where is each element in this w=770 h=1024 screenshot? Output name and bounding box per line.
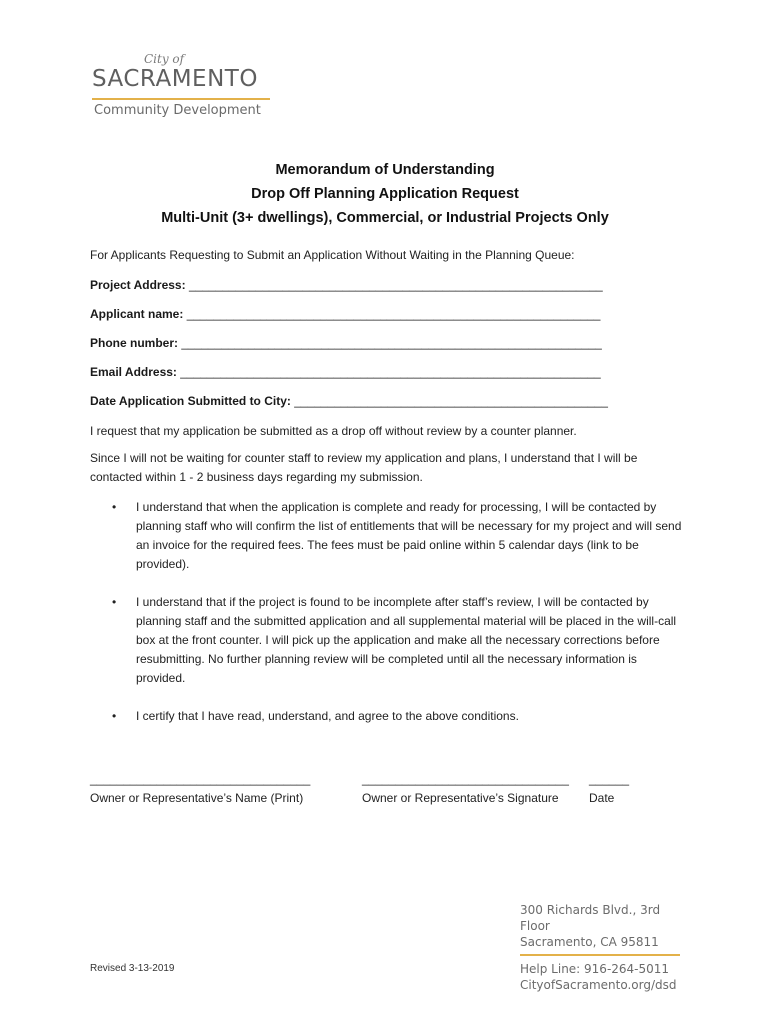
- bullet-item: [112, 707, 682, 726]
- document-title: [0, 158, 770, 230]
- address-city: Sacramento, CA 95811: [520, 935, 659, 949]
- city-logo: [92, 52, 282, 124]
- bullet-icon: •: [112, 500, 117, 514]
- since-text: Since I will not be waiting for counter staff to review my application and plans, I understand that I will be contacted within 1 - 2 business days regarding my submission.: [90, 451, 638, 484]
- title-line-1: Memorandum of Understanding: [275, 162, 495, 178]
- project-address-blank[interactable]: ______________________________________________________________: [188, 278, 603, 292]
- title-line-3: Multi-Unit (3+ dwellings), Commercial, or Industrial Projects Only: [161, 210, 609, 226]
- revised-date: Revised 3-13-2019: [90, 963, 175, 974]
- date-submitted-blank[interactable]: _______________________________________________: [294, 394, 608, 408]
- name-signature-line[interactable]: _________________________________: [90, 772, 311, 786]
- logo-divider: [92, 98, 270, 100]
- date-block[interactable]: [589, 770, 629, 808]
- address-divider: [520, 954, 680, 956]
- applicant-name-label: Applicant name:: [90, 307, 184, 321]
- date-label: Date: [589, 791, 615, 805]
- office-address: [520, 902, 690, 993]
- date-submitted-label: Date Application Submitted to City:: [90, 394, 291, 408]
- bullet-item: [112, 498, 682, 574]
- date-line[interactable]: ______: [589, 772, 630, 786]
- applicant-name-field[interactable]: [90, 305, 690, 324]
- bullet-icon: •: [112, 595, 117, 609]
- email-address-label: Email Address:: [90, 365, 177, 379]
- project-address-label: Project Address:: [90, 278, 186, 292]
- phone-number-label: Phone number:: [90, 336, 179, 350]
- logo-department: Community Development: [94, 103, 261, 118]
- date-submitted-field[interactable]: [90, 392, 690, 411]
- title-line-2: Drop Off Planning Application Request: [251, 186, 519, 202]
- email-address-field[interactable]: [90, 363, 690, 382]
- name-signature-block[interactable]: [90, 770, 310, 808]
- signature-block[interactable]: [362, 770, 569, 808]
- bullet-text: I certify that I have read, understand, and agree to the above conditions.: [136, 709, 519, 723]
- name-signature-label: Owner or Representative’s Name (Print): [90, 791, 304, 805]
- signature-line[interactable]: _______________________________: [362, 772, 569, 786]
- address-helpline: Help Line: 916-264-5011: [520, 962, 670, 976]
- address-website: CityofSacramento.org/dsd: [520, 978, 677, 992]
- phone-number-blank[interactable]: _______________________________________________________________: [181, 336, 602, 350]
- project-address-field[interactable]: [90, 276, 690, 295]
- phone-number-field[interactable]: [90, 334, 690, 353]
- bullet-text: I understand that when the application is complete and ready for processing, I will be contacted by planning staff who will confirm the list of entitlements that will be necessary for my project and will send an invoice for the required fees. The fees must be paid online within 5 calendar days (link to be provided).: [136, 500, 682, 571]
- logo-city-of: City of: [144, 52, 185, 66]
- applicant-name-blank[interactable]: ______________________________________________________________: [186, 307, 601, 321]
- logo-sacramento: SACRAMENTO: [92, 66, 258, 92]
- intro-text: For Applicants Requesting to Submit an Application Without Waiting in the Planning Queue:: [90, 248, 575, 262]
- address-street: 300 Richards Blvd., 3rd Floor: [520, 903, 661, 933]
- email-address-blank[interactable]: _______________________________________________________________: [180, 365, 601, 379]
- bullet-item: [112, 593, 682, 688]
- request-text: I request that my application be submitted as a drop off without review by a counter planner.: [90, 424, 577, 438]
- signature-label: Owner or Representative’s Signature: [362, 791, 559, 805]
- bullet-text: I understand that if the project is found to be incomplete after staff’s review, I will be contacted by planning staff and the submitted application and all supplemental material will be placed in the will-call box at the front counter. I will pick up the application and make all the necessary corrections before resubmitting. No further planning review will be completed until all the necessary information is provided.: [136, 595, 677, 685]
- bullet-icon: •: [112, 709, 117, 723]
